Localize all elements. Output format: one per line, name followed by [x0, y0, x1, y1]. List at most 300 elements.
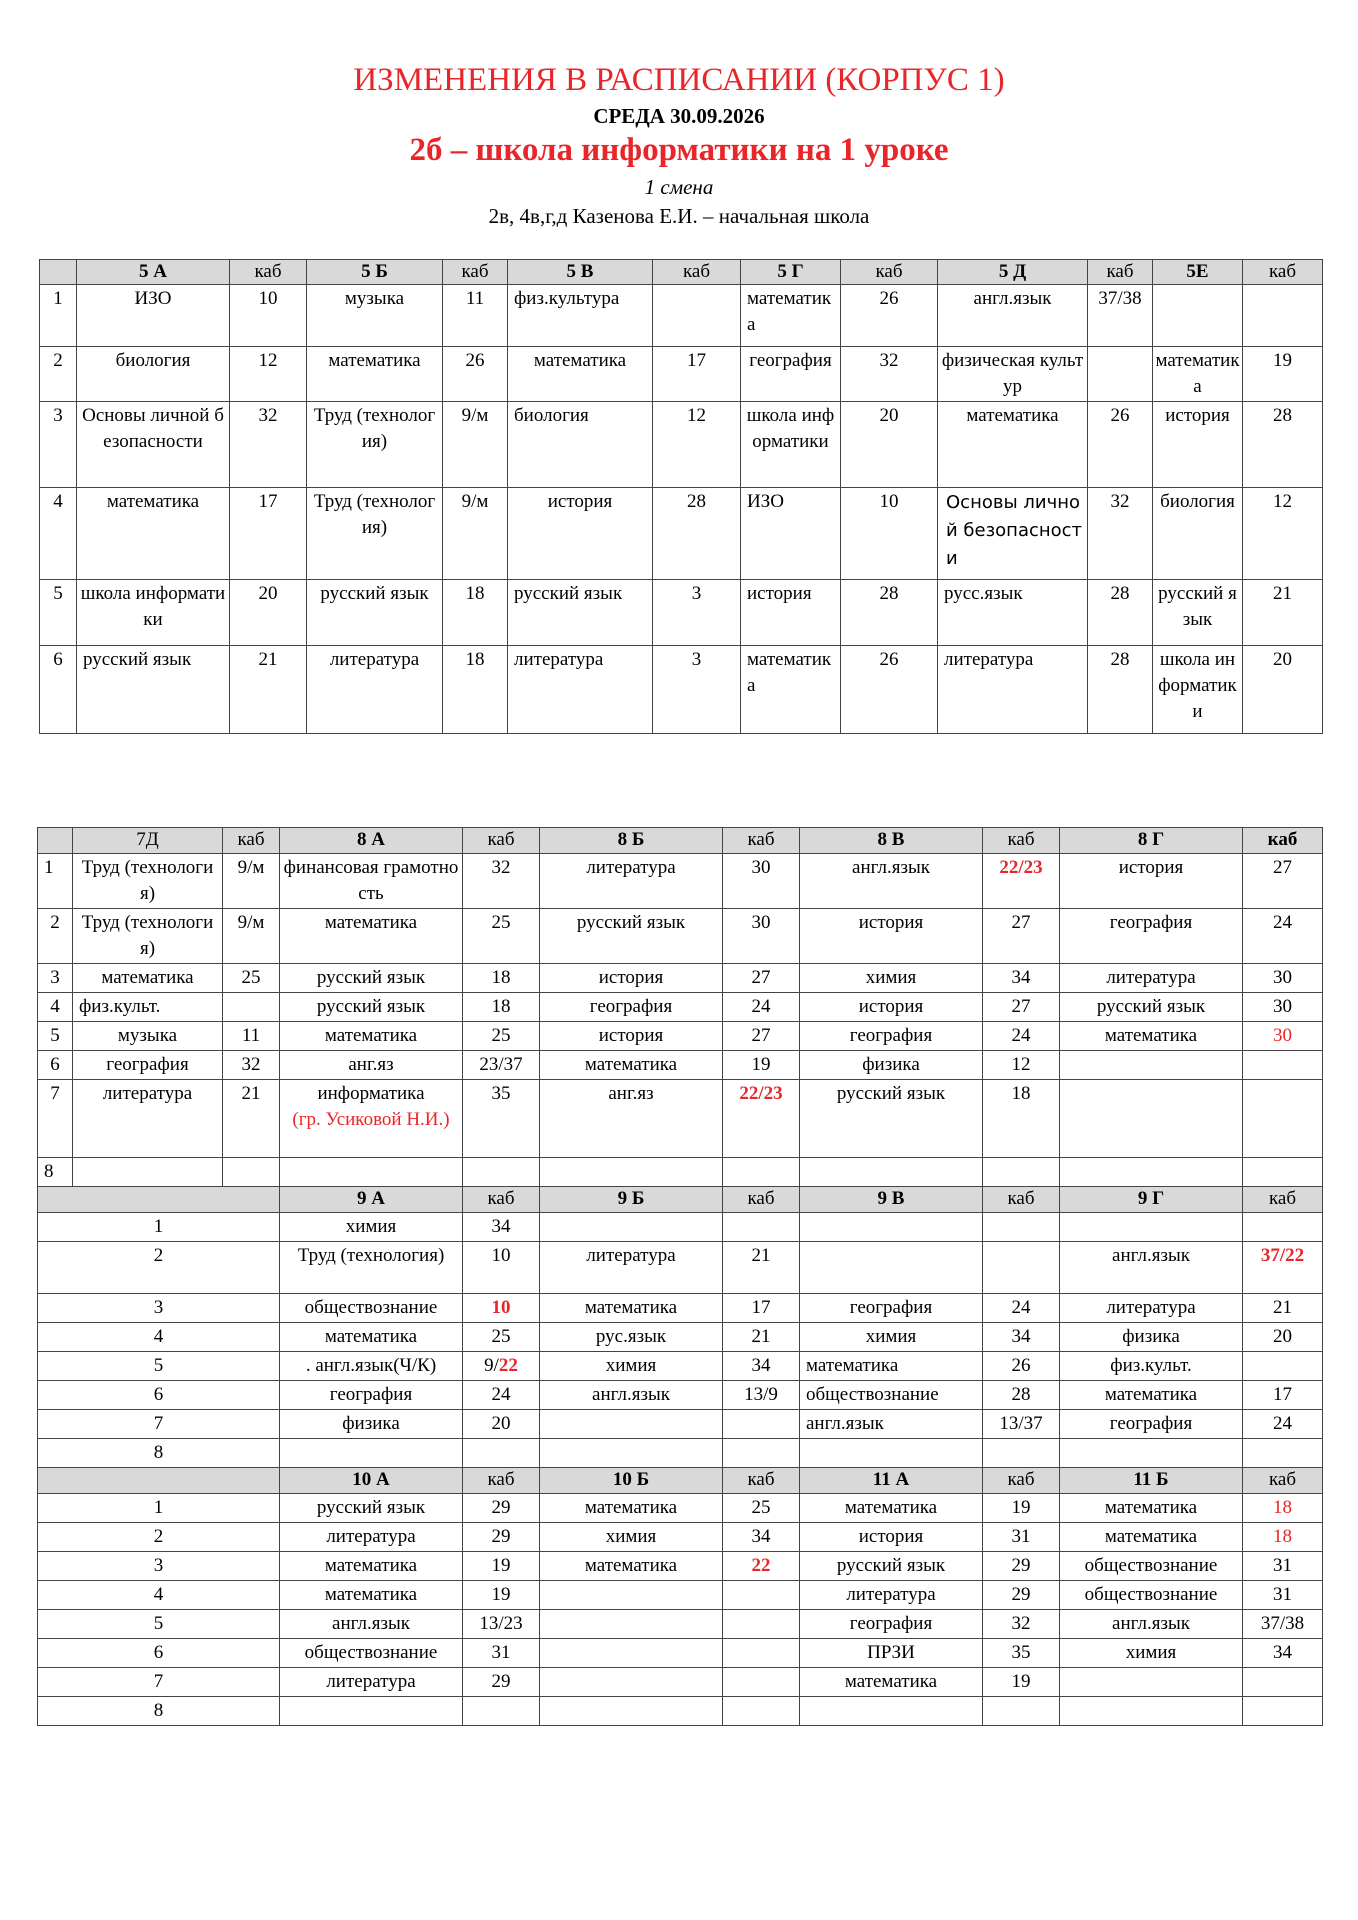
- subject-cell: англ.язык: [800, 1410, 983, 1439]
- table-row: [38, 1581, 1323, 1610]
- subject-cell: [540, 1697, 723, 1726]
- header-row: [38, 1468, 1323, 1494]
- subject-cell: обществознание: [280, 1294, 463, 1323]
- column-header: 8 А: [280, 828, 463, 854]
- lesson-number: 8: [38, 1439, 280, 1468]
- room-cell: 24: [463, 1381, 540, 1410]
- subject-cell: математика: [800, 1352, 983, 1381]
- schedule-table-grades-7-11: [37, 827, 1323, 1726]
- room-cell: 32: [230, 402, 307, 488]
- table-row: [38, 1294, 1323, 1323]
- subject-cell: школа информатики: [1153, 646, 1243, 734]
- room-cell: 24: [1243, 909, 1323, 964]
- room-cell: 32: [463, 854, 540, 909]
- subject-cell: [540, 1439, 723, 1468]
- room-cell: 19: [463, 1552, 540, 1581]
- subject-cell: Основы личной безопасности: [77, 402, 230, 488]
- room-cell: 18: [443, 646, 508, 734]
- room-cell: 29: [463, 1494, 540, 1523]
- room-cell: 31: [1243, 1552, 1323, 1581]
- column-header: 5 Б: [307, 260, 443, 285]
- lesson-number: 6: [38, 1051, 73, 1080]
- room-cell: 25: [723, 1494, 800, 1523]
- subject-cell: русский язык: [800, 1552, 983, 1581]
- column-header: каб: [223, 828, 280, 854]
- lesson-number: 2: [40, 347, 77, 402]
- column-header: каб: [1243, 828, 1323, 854]
- subject-cell: химия: [540, 1352, 723, 1381]
- lesson-number: 6: [40, 646, 77, 734]
- subject-cell: литература: [1060, 964, 1243, 993]
- subject-cell: ИЗО: [77, 285, 230, 347]
- lesson-number: 7: [38, 1080, 73, 1158]
- subject-cell: англ.язык: [280, 1610, 463, 1639]
- lesson-number: 3: [38, 1294, 280, 1323]
- column-header: каб: [443, 260, 508, 285]
- room-cell: 26: [841, 285, 938, 347]
- column-header: каб: [463, 1187, 540, 1213]
- room-cell: 30: [723, 854, 800, 909]
- subject-cell: [73, 1158, 223, 1187]
- column-header: каб: [723, 1468, 800, 1494]
- subject-cell: математика: [307, 347, 443, 402]
- subject-cell: химия: [1060, 1639, 1243, 1668]
- subject-cell: физика: [280, 1410, 463, 1439]
- lesson-number: 1: [38, 1213, 280, 1242]
- column-header: 7Д: [73, 828, 223, 854]
- subject-cell: [1060, 1080, 1243, 1158]
- table-row: [38, 1158, 1323, 1187]
- room-cell: 12: [983, 1051, 1060, 1080]
- subject-cell: школа информатики: [77, 580, 230, 646]
- subject-cell: физ.культура: [508, 285, 653, 347]
- subject-cell: математика: [540, 1051, 723, 1080]
- room-cell: 30: [1243, 1022, 1323, 1051]
- subject-cell: математика: [540, 1552, 723, 1581]
- subject-cell: математика: [800, 1494, 983, 1523]
- column-header: 10 Б: [540, 1468, 723, 1494]
- subject-cell: русский язык: [280, 964, 463, 993]
- subject-cell: литература: [307, 646, 443, 734]
- room-cell: 23/37: [463, 1051, 540, 1080]
- room-cell: 32: [983, 1610, 1060, 1639]
- column-header: каб: [723, 1187, 800, 1213]
- room-cell: [723, 1410, 800, 1439]
- room-cell: [983, 1213, 1060, 1242]
- table-row: [38, 1051, 1323, 1080]
- subject-cell: химия: [540, 1523, 723, 1552]
- room-cell: 30: [723, 909, 800, 964]
- column-header: каб: [841, 260, 938, 285]
- subject-cell: русский язык: [1153, 580, 1243, 646]
- room-cell: 13/23: [463, 1610, 540, 1639]
- table-row: [38, 1352, 1323, 1381]
- subject-cell: математика: [1153, 347, 1243, 402]
- subject-cell: [280, 1439, 463, 1468]
- subject-cell: англ.язык: [800, 854, 983, 909]
- subject-cell: физическая культур: [938, 347, 1088, 402]
- room-cell: 27: [723, 964, 800, 993]
- subject-cell: история: [1153, 402, 1243, 488]
- room-cell: 9/м: [223, 854, 280, 909]
- subject-cell: . англ.язык(Ч/К): [280, 1352, 463, 1381]
- subject-cell: школа информатики: [741, 402, 841, 488]
- subject-cell: история: [800, 993, 983, 1022]
- table-row: [38, 1323, 1323, 1352]
- table-row: [38, 1668, 1323, 1697]
- room-cell: [1243, 1352, 1323, 1381]
- room-cell: 34: [983, 964, 1060, 993]
- column-header: каб: [983, 1468, 1060, 1494]
- room-cell: 22/23: [983, 854, 1060, 909]
- page-title: ИЗМЕНЕНИЯ В РАСПИСАНИИ (КОРПУС 1): [353, 62, 1005, 98]
- subject-cell: [540, 1158, 723, 1187]
- subject-cell: математика: [280, 1022, 463, 1051]
- subject-cell: [800, 1158, 983, 1187]
- room-cell: [463, 1697, 540, 1726]
- teacher-note: 2в, 4в,г,д Казенова Е.И. – начальная школа: [488, 204, 870, 228]
- subject-cell: математика: [741, 646, 841, 734]
- table-row: [38, 993, 1323, 1022]
- room-cell: 22/23: [723, 1080, 800, 1158]
- subject-cell: физ.культ.: [1060, 1352, 1243, 1381]
- room-cell: 20: [1243, 1323, 1323, 1352]
- room-cell: 11: [443, 285, 508, 347]
- subject-cell: [800, 1439, 983, 1468]
- room-cell: 29: [463, 1668, 540, 1697]
- subject-cell: математика: [1060, 1381, 1243, 1410]
- room-cell: [723, 1639, 800, 1668]
- subject-cell: химия: [280, 1213, 463, 1242]
- subject-cell: [280, 1158, 463, 1187]
- subject-cell: англ.язык: [540, 1381, 723, 1410]
- room-cell: 10: [463, 1294, 540, 1323]
- column-header: каб: [1243, 1468, 1323, 1494]
- subject-cell: литература: [938, 646, 1088, 734]
- lesson-number: 4: [40, 488, 77, 580]
- room-cell: 29: [463, 1523, 540, 1552]
- column-header: каб: [653, 260, 741, 285]
- room-cell: [223, 993, 280, 1022]
- lesson-number: 3: [40, 402, 77, 488]
- room-cell: 19: [723, 1051, 800, 1080]
- room-cell: 11: [223, 1022, 280, 1051]
- subject-cell: [800, 1242, 983, 1294]
- column-header: каб: [983, 828, 1060, 854]
- room-cell: 31: [463, 1639, 540, 1668]
- table-row: [40, 347, 1323, 402]
- table-row: [38, 1610, 1323, 1639]
- subject-cell: физика: [1060, 1323, 1243, 1352]
- table-row: [40, 646, 1323, 734]
- subject-cell: русский язык: [800, 1080, 983, 1158]
- room-cell: 34: [983, 1323, 1060, 1352]
- lesson-number: 8: [38, 1697, 280, 1726]
- subject-cell: русский язык: [508, 580, 653, 646]
- column-header: каб: [1243, 260, 1323, 285]
- room-cell: 21: [723, 1323, 800, 1352]
- room-cell: 21: [1243, 1294, 1323, 1323]
- room-cell: [653, 285, 741, 347]
- subject-cell: история: [540, 964, 723, 993]
- subject-cell: рус.язык: [540, 1323, 723, 1352]
- room-cell: 34: [723, 1523, 800, 1552]
- room-cell: [723, 1213, 800, 1242]
- column-header: каб: [230, 260, 307, 285]
- room-cell: [723, 1610, 800, 1639]
- subject-cell: химия: [800, 1323, 983, 1352]
- lesson-number: 7: [38, 1410, 280, 1439]
- room-cell: 18: [463, 993, 540, 1022]
- subject-cell: информатика (гр. Усиковой Н.И.): [280, 1080, 463, 1158]
- column-header: 5 Г: [741, 260, 841, 285]
- table-row: [38, 1080, 1323, 1158]
- room-cell: 24: [983, 1294, 1060, 1323]
- lesson-number: 2: [38, 1242, 280, 1294]
- subject-cell: [540, 1639, 723, 1668]
- column-header: каб: [1243, 1187, 1323, 1213]
- lesson-number: 3: [38, 1552, 280, 1581]
- room-cell: [723, 1158, 800, 1187]
- subject-cell: математика: [77, 488, 230, 580]
- table-row: [38, 1242, 1323, 1294]
- subject-cell: обществознание: [1060, 1581, 1243, 1610]
- room-cell: 9/м: [443, 488, 508, 580]
- room-cell: [723, 1581, 800, 1610]
- column-header: 5 В: [508, 260, 653, 285]
- room-cell: 28: [841, 580, 938, 646]
- subject-cell: [540, 1610, 723, 1639]
- room-cell: [723, 1668, 800, 1697]
- table-row: [38, 909, 1323, 964]
- column-header: 5 Д: [938, 260, 1088, 285]
- subject-cell: ПРЗИ: [800, 1639, 983, 1668]
- subject-cell: обществознание: [1060, 1552, 1243, 1581]
- subject-cell: обществознание: [280, 1639, 463, 1668]
- subject-cell: история: [540, 1022, 723, 1051]
- table-row: [38, 1410, 1323, 1439]
- room-cell: 17: [653, 347, 741, 402]
- subject-cell: математика: [540, 1294, 723, 1323]
- column-header: каб: [723, 828, 800, 854]
- subject-cell: математика: [280, 1581, 463, 1610]
- room-cell: 3: [653, 646, 741, 734]
- shift-label: 1 смена: [644, 175, 714, 199]
- subject-cell: литература: [800, 1581, 983, 1610]
- table-row: [38, 854, 1323, 909]
- room-cell: [983, 1439, 1060, 1468]
- subject-cell: математика: [73, 964, 223, 993]
- room-cell: 32: [1088, 488, 1153, 580]
- column-header: 5 А: [77, 260, 230, 285]
- column-header: 11 А: [800, 1468, 983, 1494]
- room-cell: 28: [1243, 402, 1323, 488]
- column-header: 8 В: [800, 828, 983, 854]
- room-cell: [723, 1439, 800, 1468]
- table-row: [38, 1381, 1323, 1410]
- room-cell: [1243, 1668, 1323, 1697]
- room-cell: 18: [443, 580, 508, 646]
- subject-cell: [280, 1697, 463, 1726]
- table-row: [38, 1439, 1323, 1468]
- room-cell: 28: [1088, 646, 1153, 734]
- subject-cell: история: [508, 488, 653, 580]
- room-cell: 21: [223, 1080, 280, 1158]
- subject-cell: [1060, 1668, 1243, 1697]
- room-cell: 12: [1243, 488, 1323, 580]
- room-cell: 24: [1243, 1410, 1323, 1439]
- room-cell: 26: [841, 646, 938, 734]
- subject-cell: география: [1060, 1410, 1243, 1439]
- subject-cell: русский язык: [307, 580, 443, 646]
- subject-cell: Основы личной безопасности: [938, 488, 1088, 580]
- lesson-number: 3: [38, 964, 73, 993]
- subject-cell: англ.язык: [1060, 1610, 1243, 1639]
- subject-cell: география: [280, 1381, 463, 1410]
- subject-cell: [1060, 1213, 1243, 1242]
- room-cell: 27: [723, 1022, 800, 1051]
- subject-cell: химия: [800, 964, 983, 993]
- subject-cell: физ.культ.: [73, 993, 223, 1022]
- subject-cell: математика: [741, 285, 841, 347]
- room-cell: 20: [1243, 646, 1323, 734]
- room-cell: 13/9: [723, 1381, 800, 1410]
- room-cell: 34: [463, 1213, 540, 1242]
- room-cell: [1243, 285, 1323, 347]
- lesson-number: 7: [38, 1668, 280, 1697]
- column-header: 11 Б: [1060, 1468, 1243, 1494]
- room-cell: 28: [983, 1381, 1060, 1410]
- column-header: [40, 260, 77, 285]
- column-header: 9 А: [280, 1187, 463, 1213]
- room-cell: 18: [983, 1080, 1060, 1158]
- subject-cell: Труд (технология): [73, 854, 223, 909]
- column-header: 9 В: [800, 1187, 983, 1213]
- room-cell: 13/37: [983, 1410, 1060, 1439]
- room-cell: 29: [983, 1581, 1060, 1610]
- room-cell: 30: [1243, 964, 1323, 993]
- room-cell: 25: [463, 909, 540, 964]
- room-cell: 27: [983, 993, 1060, 1022]
- subject-cell: география: [73, 1051, 223, 1080]
- lesson-number: 5: [38, 1610, 280, 1639]
- room-cell: 9/м: [223, 909, 280, 964]
- room-cell: 20: [463, 1410, 540, 1439]
- room-cell: 35: [983, 1639, 1060, 1668]
- subject-cell: биология: [1153, 488, 1243, 580]
- subject-cell: [1060, 1051, 1243, 1080]
- subject-cell: литература: [280, 1668, 463, 1697]
- room-cell: 18: [1243, 1494, 1323, 1523]
- subject-cell: русский язык: [280, 993, 463, 1022]
- lesson-number: 2: [38, 909, 73, 964]
- room-cell: 20: [841, 402, 938, 488]
- column-header: 9 Г: [1060, 1187, 1243, 1213]
- subject-cell: литература: [540, 1242, 723, 1294]
- schedule-date: СРЕДА 30.09.2026: [593, 104, 765, 128]
- room-cell: 17: [723, 1294, 800, 1323]
- subject-cell: русс.язык: [938, 580, 1088, 646]
- room-cell: [983, 1697, 1060, 1726]
- subject-cell: англ.язык: [1060, 1242, 1243, 1294]
- subject-cell: математика: [280, 909, 463, 964]
- room-cell: 25: [223, 964, 280, 993]
- table-row: [38, 1697, 1323, 1726]
- room-cell: 21: [1243, 580, 1323, 646]
- lesson-number: 5: [40, 580, 77, 646]
- group-note: (гр. Усиковой Н.И.): [292, 1109, 450, 1130]
- subject-cell: математика: [938, 402, 1088, 488]
- subject-cell: физика: [800, 1051, 983, 1080]
- room-cell: 34: [1243, 1639, 1323, 1668]
- lesson-number: 6: [38, 1639, 280, 1668]
- subject-cell: биология: [77, 347, 230, 402]
- room-cell: [463, 1158, 540, 1187]
- column-header: 8 Б: [540, 828, 723, 854]
- subject-cell: математика: [508, 347, 653, 402]
- schedule-table-grade-5: [39, 259, 1323, 734]
- subject-cell: русский язык: [1060, 993, 1243, 1022]
- subject-cell: география: [800, 1610, 983, 1639]
- table-row: [38, 1022, 1323, 1051]
- room-cell: 24: [983, 1022, 1060, 1051]
- room-cell: 35: [463, 1080, 540, 1158]
- room-cell: 28: [1088, 580, 1153, 646]
- table-row: [38, 964, 1323, 993]
- room-cell: 18: [1243, 1523, 1323, 1552]
- room-cell: [1243, 1697, 1323, 1726]
- subject-cell: [1060, 1697, 1243, 1726]
- header-row: [40, 260, 1323, 285]
- room-cell: 32: [841, 347, 938, 402]
- room-cell: [463, 1439, 540, 1468]
- room-cell: 10: [230, 285, 307, 347]
- room-cell: 31: [983, 1523, 1060, 1552]
- room-cell: 37/38: [1088, 285, 1153, 347]
- subject-cell: [800, 1213, 983, 1242]
- column-header: каб: [463, 1468, 540, 1494]
- column-header: каб: [1088, 260, 1153, 285]
- room-cell: 20: [230, 580, 307, 646]
- table-row: [38, 1552, 1323, 1581]
- header-row: [38, 828, 1323, 854]
- room-cell: [983, 1158, 1060, 1187]
- column-header: 9 Б: [540, 1187, 723, 1213]
- subject-cell: литература: [1060, 1294, 1243, 1323]
- subject-cell: [1153, 285, 1243, 347]
- subject-cell: финансовая грамотность: [280, 854, 463, 909]
- room-cell: 3: [653, 580, 741, 646]
- room-cell: 9/м: [443, 402, 508, 488]
- room-cell: 9/22: [463, 1352, 540, 1381]
- lesson-number: 8: [38, 1158, 73, 1187]
- room-cell: 37/38: [1243, 1610, 1323, 1639]
- room-cell: 21: [230, 646, 307, 734]
- subject-cell: география: [800, 1294, 983, 1323]
- subject-cell: Труд (технология): [73, 909, 223, 964]
- room-cell: 19: [983, 1668, 1060, 1697]
- room-cell: [223, 1158, 280, 1187]
- lesson-number: 6: [38, 1381, 280, 1410]
- subject-cell: математика: [1060, 1022, 1243, 1051]
- column-header: каб: [463, 828, 540, 854]
- subject-cell: [1060, 1158, 1243, 1187]
- lesson-number: 4: [38, 1323, 280, 1352]
- table-row: [40, 580, 1323, 646]
- subject-cell: русский язык: [280, 1494, 463, 1523]
- column-header: 10 А: [280, 1468, 463, 1494]
- subject-cell: биология: [508, 402, 653, 488]
